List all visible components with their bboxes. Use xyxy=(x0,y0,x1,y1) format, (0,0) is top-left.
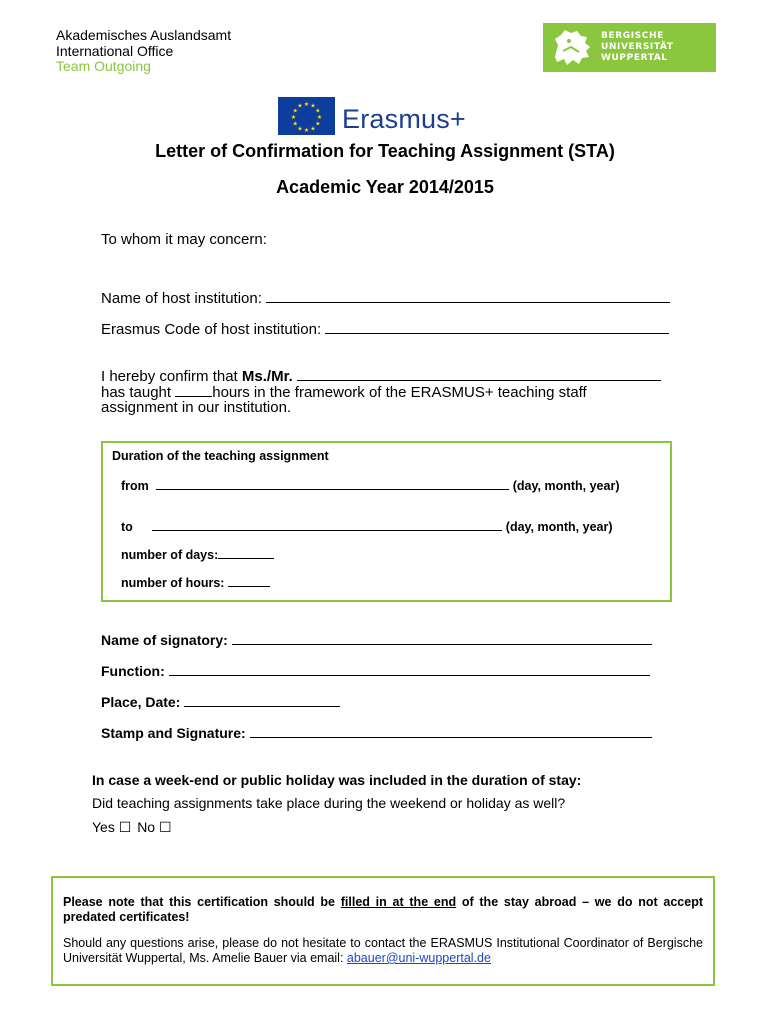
holiday-question: Did teaching assignments take place during the weekend or holiday as well? xyxy=(92,795,566,811)
office-team: Team Outgoing xyxy=(56,58,151,74)
hours-prefix: has taught xyxy=(101,384,176,401)
note-contact xyxy=(63,936,703,966)
holiday-heading: In case a week-end or public holiday was included in the duration of stay: xyxy=(92,772,582,788)
host-name-label: Name of host institution: xyxy=(101,290,262,307)
document-title: Letter of Confirmation for Teaching Assignment (STA) xyxy=(155,141,615,161)
host-code-row xyxy=(101,318,681,339)
lion-icon xyxy=(549,27,595,68)
to-date-hint: (day, month, year) xyxy=(505,520,613,534)
note-emphasis: filled in at the end xyxy=(340,895,457,909)
note-part1: Please note that this certification should be xyxy=(63,895,341,909)
svg-text:★: ★ xyxy=(303,101,310,108)
hours-count-blank[interactable] xyxy=(228,574,270,587)
confirmation-title: Ms./Mr. xyxy=(241,368,293,385)
duration-heading: Duration of the teaching assignment xyxy=(112,449,329,463)
salutation: To whom it may concern: xyxy=(101,231,267,248)
academic-year: Academic Year 2014/2015 xyxy=(276,177,494,197)
eu-flag-icon xyxy=(278,97,335,135)
yes-label: Yes xyxy=(92,819,115,835)
hours-label: number of hours: xyxy=(121,576,225,590)
university-logo-text xyxy=(601,31,674,64)
note-box xyxy=(51,876,715,986)
duration-to-row xyxy=(121,518,613,534)
to-date-blank[interactable] xyxy=(152,518,502,531)
contact-email-link[interactable]: abauer@uni-wuppertal.de xyxy=(346,951,491,965)
svg-text:★: ★ xyxy=(292,120,298,128)
svg-text:★: ★ xyxy=(297,125,303,133)
place-date-label: Place, Date: xyxy=(101,694,181,710)
function-label: Function: xyxy=(101,663,165,679)
to-label: to xyxy=(121,520,133,534)
hours-suffix: hours in the framework of the ERASMUS+ teaching staff xyxy=(212,384,587,401)
note-part2: of the stay abroad – we do not accept predated certificates! xyxy=(63,895,703,924)
yes-checkbox[interactable]: ☐ xyxy=(118,819,132,835)
host-code-blank[interactable] xyxy=(325,318,669,334)
university-logo xyxy=(543,23,716,72)
signatory-name-row xyxy=(101,630,652,648)
university-logo-line: BERGISCHE xyxy=(601,31,664,41)
host-name-blank[interactable] xyxy=(266,287,670,303)
days-row xyxy=(121,546,274,562)
no-checkbox[interactable]: ☐ xyxy=(158,819,172,835)
confirmation-line3: assignment in our institution. xyxy=(101,399,292,416)
from-date-hint: (day, month, year) xyxy=(512,479,620,493)
svg-text:★: ★ xyxy=(310,102,316,110)
stamp-blank[interactable] xyxy=(250,723,652,738)
office-name: Akademisches Auslandsamt xyxy=(56,27,232,43)
host-code-label: Erasmus Code of host institution: xyxy=(101,321,322,338)
svg-text:★: ★ xyxy=(290,114,297,121)
place-date-blank[interactable] xyxy=(184,692,340,707)
no-label: No xyxy=(137,819,156,835)
hours-blank[interactable] xyxy=(175,382,212,397)
days-label: number of days: xyxy=(121,548,219,562)
svg-text:★: ★ xyxy=(316,114,323,121)
svg-text:★: ★ xyxy=(315,107,321,115)
duration-box xyxy=(101,441,672,602)
svg-text:★: ★ xyxy=(310,125,316,133)
contact-text: Should any questions arise, please do not hesitate to contact the ERASMUS Institutional Coordinator of Bergische Universität Wuppertal, Ms. Amelie Bauer via email: xyxy=(63,936,703,965)
hours-row xyxy=(121,574,270,590)
days-blank[interactable] xyxy=(218,546,274,559)
host-name-row xyxy=(101,287,681,308)
university-logo-line: UNIVERSITÄT xyxy=(601,42,674,52)
office-name-english: International Office xyxy=(56,43,174,59)
function-row xyxy=(101,661,650,679)
stamp-label: Stamp and Signature: xyxy=(101,725,246,741)
staff-name-blank[interactable] xyxy=(297,365,661,381)
stamp-row xyxy=(101,723,652,741)
function-blank[interactable] xyxy=(169,661,650,676)
svg-text:★: ★ xyxy=(303,127,310,134)
from-label: from xyxy=(121,479,149,493)
svg-text:★: ★ xyxy=(315,120,321,128)
signatory-name-blank[interactable] xyxy=(232,630,652,645)
svg-text:★: ★ xyxy=(297,102,303,110)
holiday-answer-row xyxy=(92,819,172,836)
confirmation-prefix: I hereby confirm that xyxy=(101,368,242,385)
note-warning xyxy=(63,895,703,925)
university-logo-line: WUPPERTAL xyxy=(601,53,668,63)
svg-text:★: ★ xyxy=(292,107,298,115)
duration-from-row xyxy=(121,477,619,493)
from-date-blank[interactable] xyxy=(156,477,509,490)
erasmus-logo-text: Erasmus+ xyxy=(342,104,466,134)
signatory-name-label: Name of signatory: xyxy=(101,632,228,648)
place-date-row xyxy=(101,692,340,710)
